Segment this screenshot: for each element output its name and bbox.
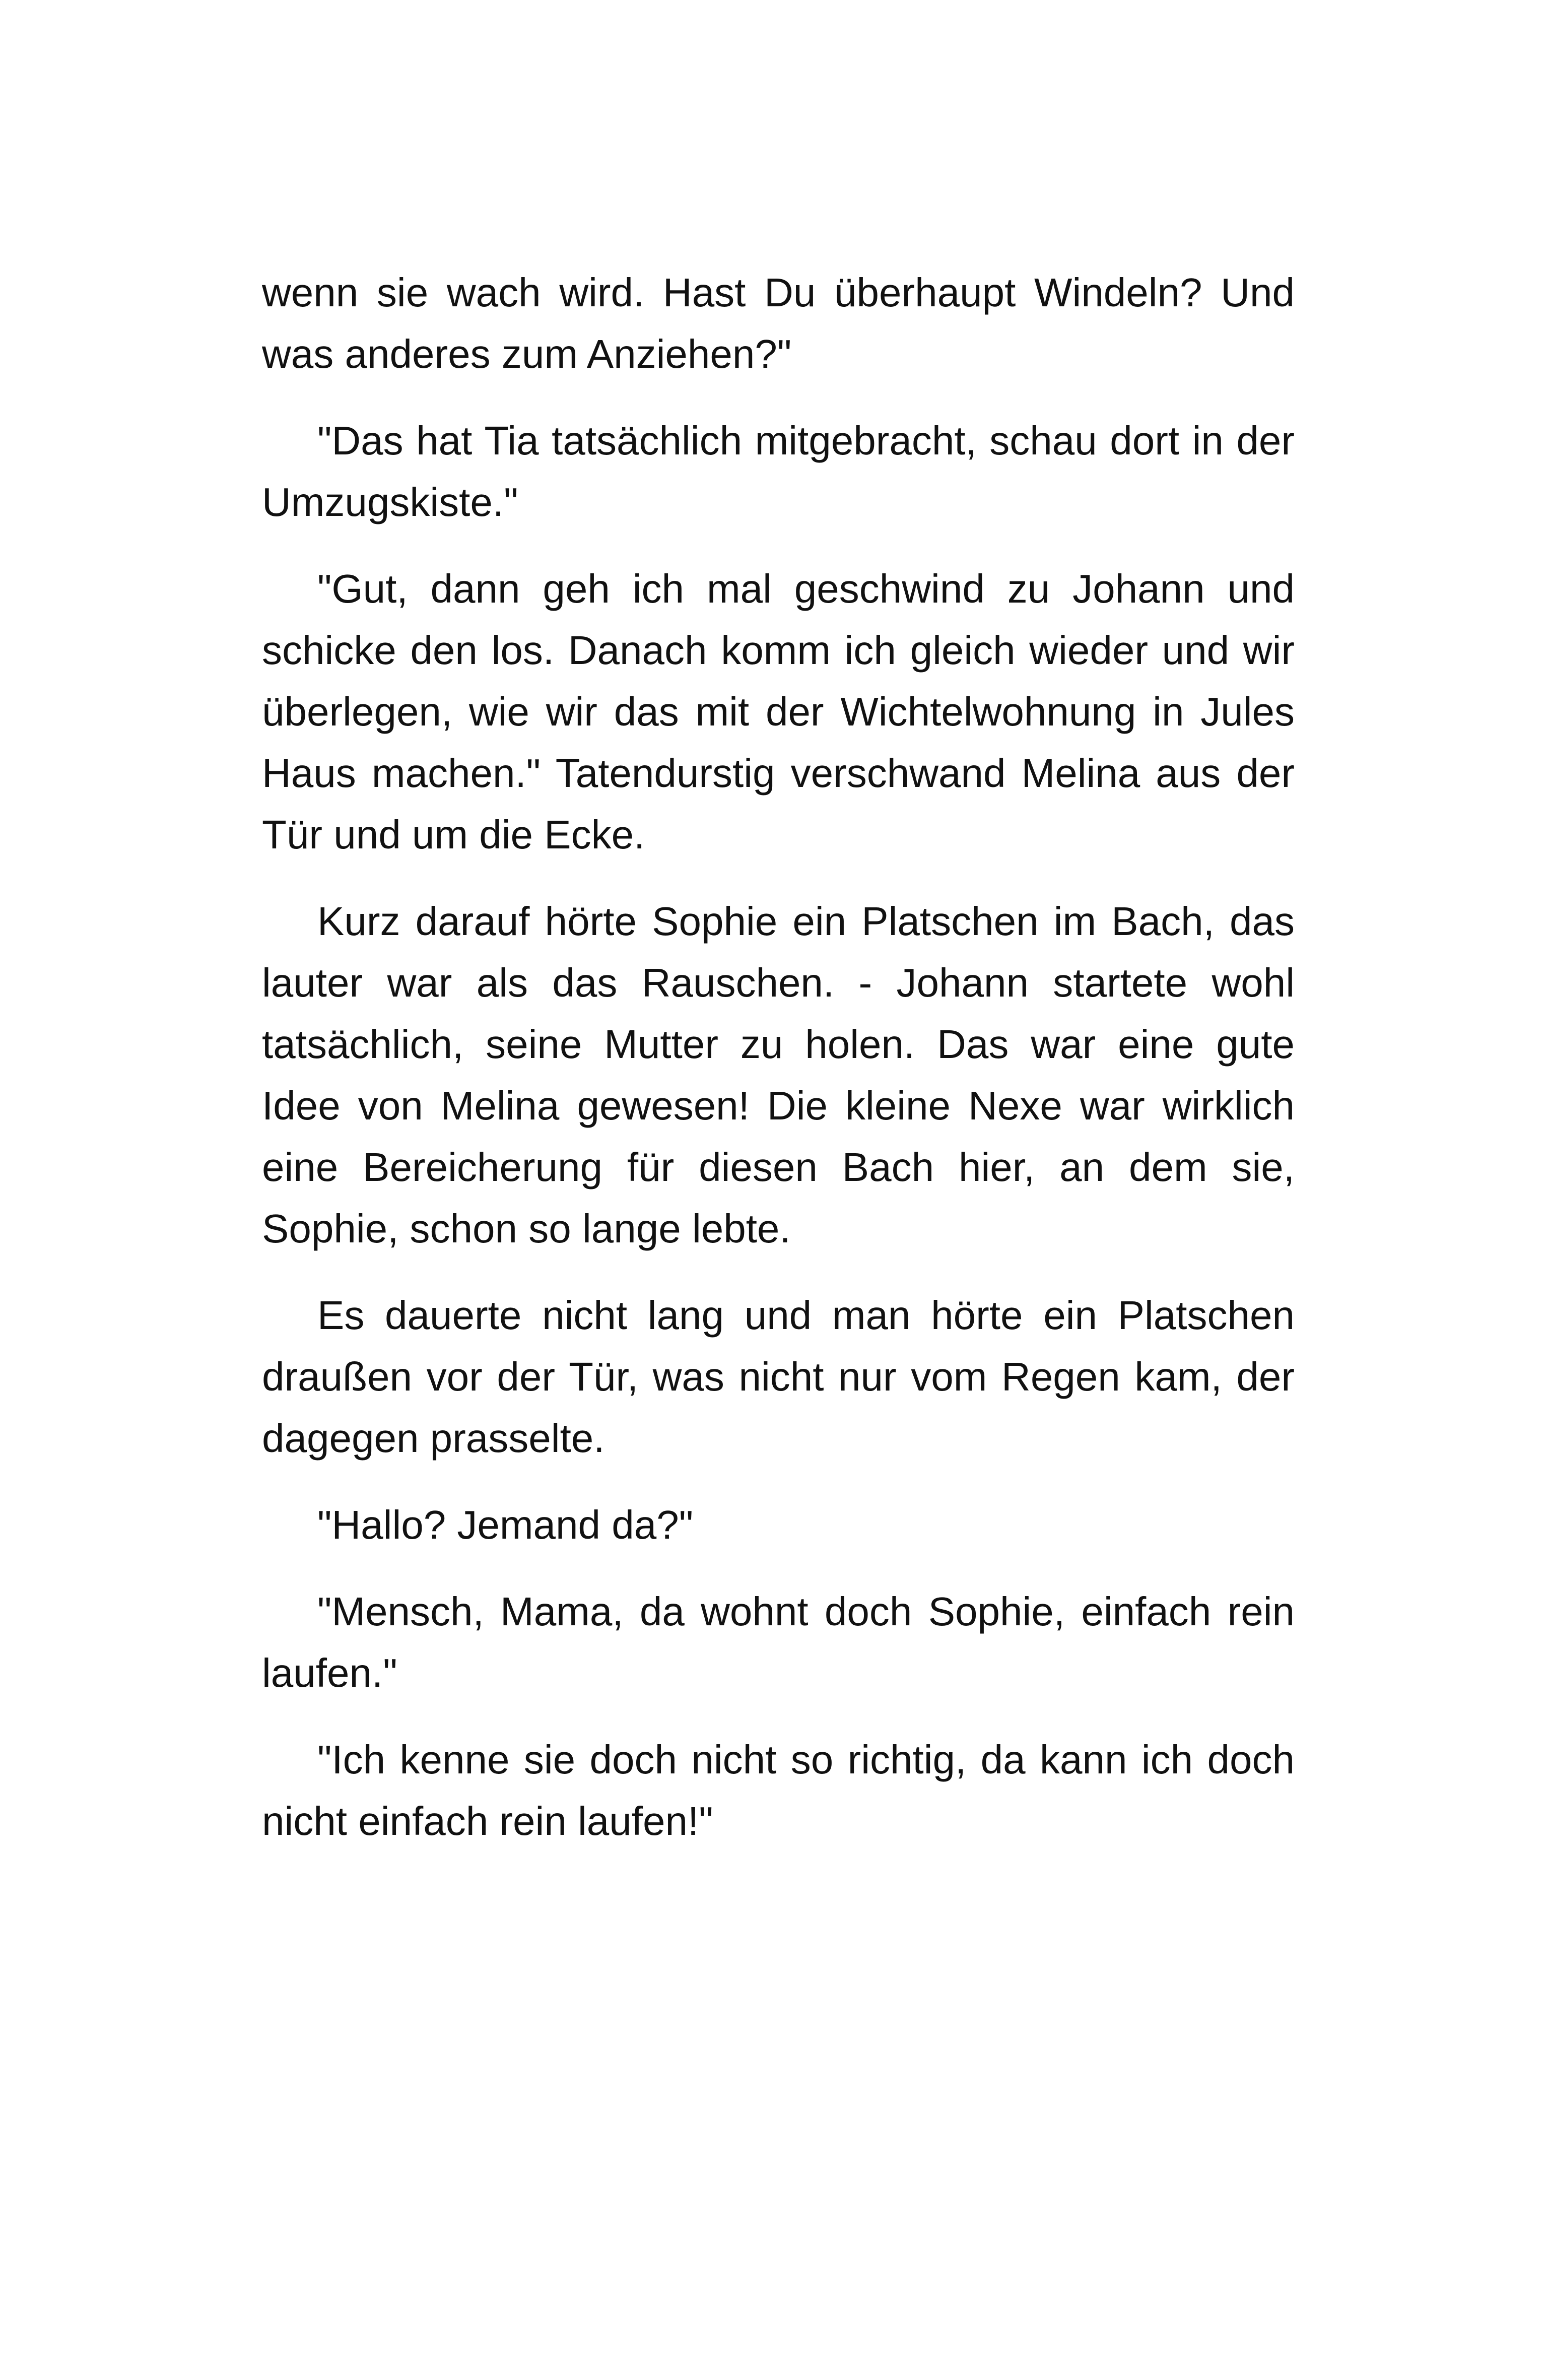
- paragraph-7: "Mensch, Mama, da wohnt doch Sophie, einfach rein laufen.": [262, 1589, 1295, 1695]
- paragraph-8: "Ich kenne sie doch nicht so richtig, da kann ich doch nicht einfach rein laufen!": [262, 1737, 1295, 1843]
- paragraph-3: "Gut, dann geh ich mal geschwind zu Johann und schicke den los. Danach komm ich gleich wieder und wir überlegen, wie wir das mit der Wichtelwohnung in Jules Haus machen." Tatendurstig verschwand Melina aus der Tür und um die Ecke.: [262, 566, 1295, 857]
- paragraph-5: Es dauerte nicht lang und man hörte ein Platschen draußen vor der Tür, was nicht nur vom Regen kam, der dagegen prasselte.: [262, 1293, 1295, 1461]
- paragraph-1: wenn sie wach wird. Hast Du überhaupt Windeln? Und was anderes zum Anziehen?": [262, 270, 1295, 376]
- paragraph-2: "Das hat Tia tatsächlich mitgebracht, schau dort in der Umzugskiste.": [262, 418, 1295, 524]
- paragraph-6: "Hallo? Jemand da?": [317, 1502, 694, 1547]
- paragraph-4: Kurz darauf hörte Sophie ein Platschen im Bach, das lauter war als das Rauschen. - Johann startete wohl tatsächlich, seine Mutter zu holen. Das war eine gute Idee von Melina gewesen! Die kleine Nexe war wirklich eine Bereicherung für diesen Bach hier, an dem sie, Sophie, schon so lange lebte.: [262, 899, 1295, 1251]
- book-page: [262, 262, 1295, 1877]
